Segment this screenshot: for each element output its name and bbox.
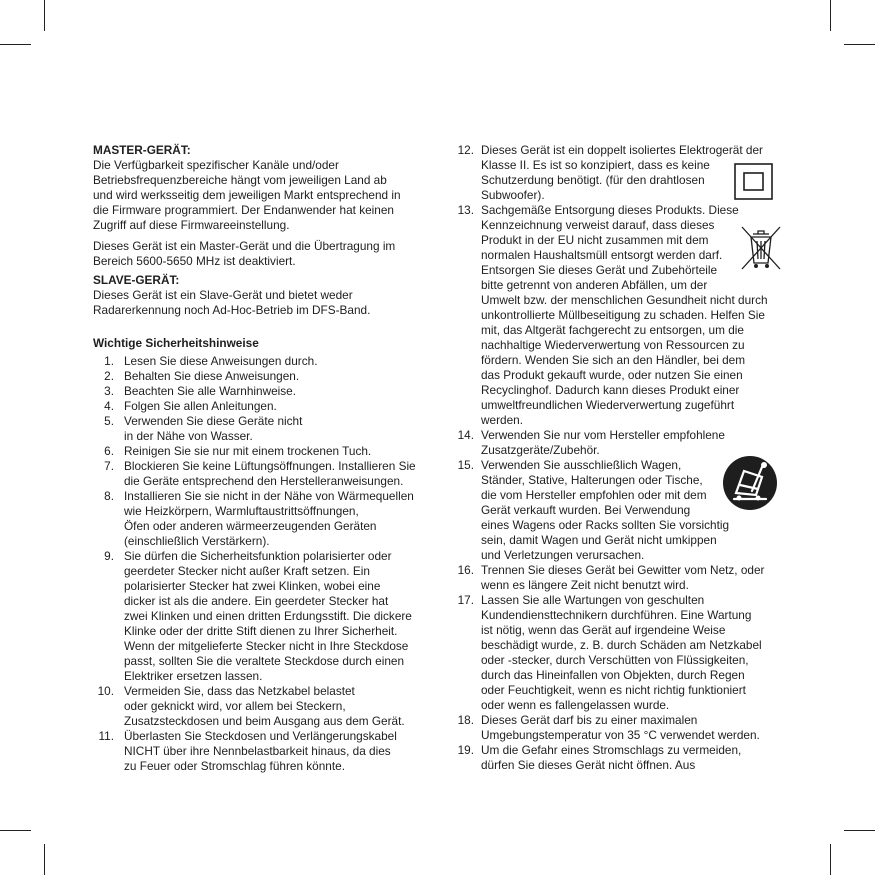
slave-paragraph: Dieses Gerät ist ein Slave-Gerät und bietet weder Radarerkennung noch Ad-Hoc-Betrieb im DFS-Band. (93, 288, 371, 317)
slave-heading: SLAVE-GERÄT: (93, 273, 180, 287)
list-item: 10. Vermeiden Sie, dass das Netzkabel belastet oder geknickt wird, vor allem bei Steckern, Zusatzsteckdosen und beim Ausgang aus dem Gerät. (97, 684, 405, 728)
crop-mark-bottom-left-h (0, 830, 31, 831)
list-item: 3. Beachten Sie alle Warnhinweise. (104, 384, 297, 398)
master-heading: MASTER-GERÄT: (93, 143, 191, 157)
crop-mark-bottom-left-v (44, 844, 45, 875)
crop-mark-top-right-v (830, 0, 831, 31)
list-item: 9. Sie dürfen die Sicherheitsfunktion polarisierter oder geerdeter Stecker nicht außer Kraft setzen. Ein polarisierter Stecker hat zwei Klinken, wobei eine dicker ist als die andere. Ein geerdeter Stecker hat zwei Klinken und einen dritten Erdungsstift. Die dickere Klinke oder der dritte Stift dienen zu Ihrer Sicherheit. Wenn der mitgelieferte Stecker nicht in Ihre Steckdose passt, sollten Sie die veraltete Steckdose durch einen Elektriker ersetzen lassen. (104, 549, 412, 683)
left-column (93, 143, 433, 774)
list-item: 18. Dieses Gerät darf bis zu einer maximalen Umgebungstemperatur von 35 °C verwendet werden. (457, 713, 760, 742)
slave-section (93, 273, 433, 318)
master-paragraph-2: Dieses Gerät ist ein Master-Gerät und die Übertragung im Bereich 5600-5650 MHz ist deaktiviert. (93, 239, 396, 268)
list-item: 1. Lesen Sie diese Anweisungen durch. (104, 354, 318, 368)
safety-heading: Wichtige Sicherheitshinweise (93, 336, 259, 350)
list-item: 7. Blockieren Sie keine Lüftungsöffnungen. Installieren Sie die Geräte entsprechend den Herstelleranweisungen. (104, 459, 416, 488)
list-item: 4. Folgen Sie allen Anleitungen. (104, 399, 277, 413)
weee-crossed-bin-icon (740, 225, 782, 271)
list-item: 12. Dieses Gerät ist ein doppelt isoliertes Elektrogerät der Klasse II. Es ist so konzipiert, dass es keine Schutzerdung benötigt. (für den drahtlosen Subwoofer). (457, 143, 763, 202)
crop-mark-top-left-h (0, 44, 31, 45)
master-section (93, 143, 433, 269)
list-item: 8. Installieren Sie sie nicht in der Nähe von Wärmequellen wie Heizkörpern, Warmluftaustrittsöffnungen, Öfen oder anderen wärmeerzeugenden Geräten (einschließlich Verstärkern). (104, 489, 414, 548)
crop-mark-top-right-h (844, 44, 875, 45)
list-item: 2. Behalten Sie diese Anweisungen. (104, 369, 300, 383)
crop-mark-bottom-right-h (844, 830, 875, 831)
list-item: 17. Lassen Sie alle Wartungen von geschulten Kundendiensttechnikern durchführen. Eine Wartung ist nötig, wenn das Gerät auf irgendeine Weise beschädigt wurde, z. B. durch Schäden am Netzkabel oder -stecker, durch Verschütten von Flüssigkeiten, durch das Hineinfallen von Objekten, durch Regen oder Feuchtigkeit, wenn es nicht richtig funktioniert oder wenn es fallengelassen wurde. (457, 593, 762, 712)
class-ii-double-insulation-icon (734, 163, 773, 200)
list-item: 15. Verwenden Sie ausschließlich Wagen, Ständer, Stative, Halterungen oder Tische, die vom Hersteller empfohlen oder mit dem Gerät verkauft wurden. Bei Verwendung eines Wagens oder Racks sollten Sie vorsichtig sein, damit Wagen und Gerät nicht umkippen und Verletzungen verursachen. (457, 458, 730, 562)
list-item: 5. Verwenden Sie diese Geräte nicht in der Nähe von Wasser. (104, 414, 303, 443)
list-item: 19. Um die Gefahr eines Stromschlags zu vermeiden, dürfen Sie dieses Gerät nicht öffnen. Aus (457, 743, 742, 772)
list-item: 6. Reinigen Sie sie nur mit einem trockenen Tuch. (104, 444, 372, 458)
list-item: 14. Verwenden Sie nur vom Hersteller empfohlene Zusatzgeräte/Zubehör. (457, 428, 725, 457)
list-item: 11. Überlasten Sie Steckdosen und Verlängerungskabel NICHT über ihre Nennbelastbarkeit hinaus, da dies zu Feuer oder Stromschlag führen könnte. (98, 729, 397, 773)
safety-list-left (93, 354, 433, 774)
crop-mark-top-left-v (44, 0, 45, 31)
list-item: 16. Trennen Sie dieses Gerät bei Gewitter vom Netz, oder wenn es längere Zeit nicht benutzt wird. (457, 563, 765, 592)
list-item: 13. Sachgemäße Entsorgung dieses Produkts. Diese Kennzeichnung verweist darauf, dass dieses Produkt in der EU nicht zusammen mit dem normalen Haushaltsmüll entsorgt werden darf. Entsorgen Sie dieses Gerät und Zubehörteile bitte getrennt von anderen Abfällen, um der Umwelt bzw. der menschlichen Gesundheit nicht durch unkontrollierte Müllbeseitigung zu schaden. Helfen Sie mit, das Altgerät fachgerecht zu entsorgen, um die nachhaltige Wiederverwertung von Ressourcen zu fördern. Wenden Sie sich an den Händler, bei dem das Produkt gekauft wurde, oder nutzen Sie einen Recyclinghof. Dadurch kann dieses Produkt einer umweltfreundlichen Wiederverwertung zugeführt werden. (457, 203, 768, 427)
master-paragraph-1: Die Verfügbarkeit spezifischer Kanäle und/oder Betriebsfrequenzbereiche hängt vom jeweiligen Land ab und wird werksseitig dem jeweiligen Markt entsprechend in die Firmware programmiert. Der Endanwender hat keinen Zugriff auf diese Firmwareeinstellung. (93, 158, 401, 232)
cart-tipover-warning-icon (722, 455, 778, 511)
crop-mark-bottom-right-v (830, 844, 831, 875)
